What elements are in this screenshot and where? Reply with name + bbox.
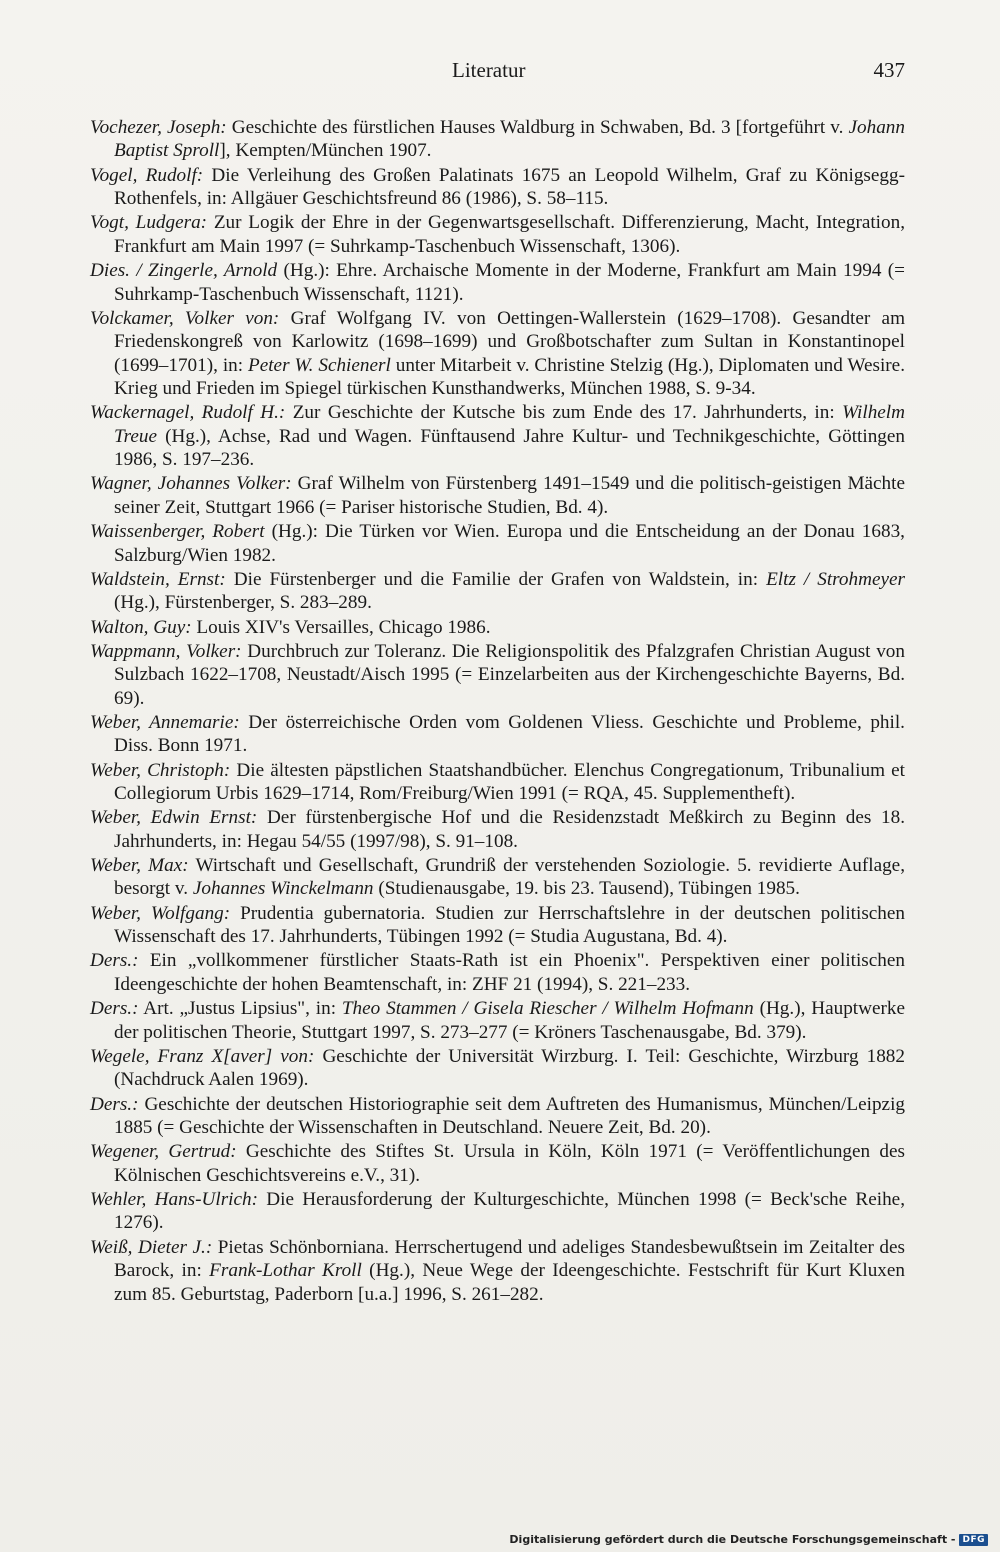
entry-text: Geschichte der deutschen Historiographie seit dem Auftreten des Humanismus, München/Leipzig 1885 (= Geschichte der Wissenschaften in Deutschland. Neuere Zeit, Bd. 20). [114,1093,905,1138]
entry-text-rest: (Hg.), Fürstenberger, S. 283–289. [114,592,372,614]
bibliography-list [90,116,905,1307]
bibliography-entry [90,854,905,901]
entry-author: Wehler, Hans-Ulrich: [90,1188,258,1210]
entry-author: Weber, Christoph: [90,759,231,781]
entry-editor: Theo Stammen / Gisela Riescher / Wilhelm Hofmann [341,998,754,1020]
bibliography-entry [90,211,905,258]
entry-text: Zur Logik der Ehre in der Gegenwartsgesellschaft. Differenzierung, Macht, Integration, Frankfurt am Main 1997 (= Suhrkamp-Taschenbuch Wissenschaft, 1306). [114,212,905,257]
entry-text: Der österreichische Orden vom Goldenen Vliess. Geschichte und Probleme, phil. Diss. Bonn 1971. [114,711,905,757]
entry-text: Graf Wilhelm von Fürstenberg 1491–1549 und die politisch-geistigen Mächte seiner Zeit, Stuttgart 1966 (= Pariser historische Studien, Bd. 4). [114,473,905,518]
entry-author: Weber, Annemarie: [90,711,240,733]
entry-text: Die Herausforderung der Kulturgeschichte, München 1998 (= Beck'sche Reihe, 1276). [114,1188,905,1234]
entry-author: Weber, Edwin Ernst: [90,807,258,829]
entry-text: Durchbruch zur Toleranz. Die Religionspolitik des Pfalzgrafen Christian August von Sulzbach 1622–1708, Neustadt/Aisch 1995 (= Einzelarbeiten aus der Kirchengeschichte Bayerns, Bd. 69). [114,640,905,709]
bibliography-entry [90,711,905,758]
entry-text: (Hg.): Ehre. Archaische Momente in der Moderne, Frankfurt am Main 1994 (= Suhrkamp-Taschenbuch Wissenschaft, 1121). [114,260,905,305]
entry-author: Wegener, Gertrud: [90,1141,237,1163]
entry-text: Ein „vollkommener fürstlicher Staats-Rath ist ein Phoenix". Perspektiven einer politischen Ideengeschichte der hohen Beamtenschaft, in: ZHF 21 (1994), S. 221–233. [114,950,905,995]
bibliography-entry [90,1188,905,1235]
bibliography-entry [90,902,905,949]
entry-text: (Hg.): Die Türken vor Wien. Europa und die Entscheidung an der Donau 1683, Salzburg/Wien 1982. [114,521,905,566]
entry-author: Ders.: [90,1093,139,1115]
bibliography-entry [90,472,905,519]
bibliography-entry [90,1093,905,1140]
entry-author: Ders.: [90,950,139,972]
entry-text: Die Fürstenberger und die Familie der Grafen von Waldstein, in: [225,568,767,590]
entry-editor: Peter W. Schienerl [247,354,391,376]
bibliography-entry [90,259,905,306]
entry-editor: Johannes Winckelmann [192,878,374,900]
footer-text: Digitalisierung gefördert durch die Deutsche Forschungsgemeinschaft - [509,1533,956,1546]
bibliography-entry [90,949,905,996]
entry-author: Vochezer, Joseph: [90,117,227,138]
entry-editor: Johann Baptist Sproll [114,117,905,162]
entry-text-rest: (Studienausgabe, 19. bis 23. Tausend), Tübingen 1985. [373,878,800,900]
bibliography-entry [90,997,905,1044]
bibliography-entry [90,116,905,163]
entry-text: Louis XIV's Versailles, Chicago 1986. [191,616,491,638]
entry-text: Geschichte der Universität Wirzburg. I. Teil: Geschichte, Wirzburg 1882 (Nachdruck Aalen 1969). [114,1045,905,1091]
bibliography-entry [90,1140,905,1187]
entry-editor: Eltz / Strohmeyer [766,568,905,590]
entry-text: Graf Wolfgang IV. von Oettingen-Wallerstein (1629–1708). Gesandter am Friedenskongreß von Karlowitz (1698–1699) und Großbotschafter zum Sultan in Konstantinopel (1699–1701), in: [114,307,905,376]
bibliography-entry [90,1045,905,1092]
entry-text: Prudentia gubernatoria. Studien zur Herrschaftslehre in der deutschen politischen Wissenschaft des 17. Jahrhunderts, Tübingen 1992 (= Studia Augustana, Bd. 4). [114,902,905,948]
entry-text-rest: (Hg.), Achse, Rad und Wagen. Fünftausend Jahre Kultur- und Technikgeschichte, Göttingen 1986, S. 197–236. [114,425,905,471]
bibliography-entry [90,307,905,401]
entry-author: Walton, Guy: [90,616,192,638]
entry-editor: Wilhelm Treue [114,402,905,447]
entry-author: Volckamer, Volker von: [90,307,280,329]
entry-author: Weiß, Dieter J.: [90,1236,213,1258]
entry-author: Wegele, Franz X[aver] von: [90,1045,315,1067]
entry-text-rest: unter Mitarbeit v. Christine Stelzig (Hg.), Diplomaten und Wesire. Krieg und Frieden im Spiegel türkischen Kunsthandwerks, München 1988, S. 9-34. [114,354,905,400]
running-head [90,58,905,88]
entry-author: Weber, Wolfgang: [90,902,231,924]
page-number: 437 [873,58,905,82]
entry-text: Pietas Schönborniana. Herrschertugend und adeliges Standesbewußtsein im Zeitalter des Barock, in: [114,1236,905,1282]
entry-author: Dies. / Zingerle, Arnold [90,260,278,282]
bibliography-entry [90,1236,905,1306]
entry-text-rest: (Hg.), Neue Wege der Ideengeschichte. Festschrift für Kurt Kluxen zum 85. Geburtstag, Paderborn [u.a.] 1996, S. 261–282. [114,1260,905,1305]
dfg-logo: DFG [959,1534,988,1546]
entry-text-rest: (Hg.), Hauptwerke der politischen Theorie, Stuttgart 1997, S. 273–277 (= Kröners Taschenausgabe, Bd. 379). [114,998,906,1043]
entry-author: Waissenberger, Robert [90,521,265,543]
entry-text: Geschichte des Stiftes St. Ursula in Köln, Köln 1971 (= Veröffentlichungen des Kölnischen Geschichtsvereins e.V., 31). [114,1141,906,1186]
entry-text-rest: ], Kempten/München 1907. [219,140,432,162]
entry-text: Die Verleihung des Großen Palatinats 1675 an Leopold Wilhelm, Graf zu Königsegg-Rothenfels, in: Allgäuer Geschichtsfreund 86 (1986), S. 58–115. [114,164,905,210]
entry-author: Vogt, Ludgera: [90,212,208,234]
entry-text: Die ältesten päpstlichen Staatshandbücher. Elenchus Congregationum, Tribunalium et Collegiorum Urbis 1629–1714, Rom/Freiburg/Wien 1991 (= RQA, 45. Supplementheft). [114,759,905,805]
digitization-footer [509,1533,988,1546]
entry-author: Wagner, Johannes Volker: [90,473,292,495]
bibliography-entry [90,640,905,710]
entry-text: Zur Geschichte der Kutsche bis zum Ende des 17. Jahrhunderts, in: [285,402,843,424]
entry-author: Weber, Max: [90,855,189,877]
entry-author: Vogel, Rudolf: [90,164,204,186]
bibliography-entry [90,164,905,211]
bibliography-entry [90,568,905,615]
bibliography-entry [90,401,905,471]
entry-author: Waldstein, Ernst: [90,568,226,590]
running-title: Literatur [452,58,526,82]
entry-editor: Frank-Lothar Kroll [209,1260,362,1282]
entry-author: Ders.: [90,998,139,1020]
entry-text: Der fürstenbergische Hof und die Residenzstadt Meßkirch zu Beginn des 18. Jahrhunderts, in: Hegau 54/55 (1997/98), S. 91–108. [114,807,905,852]
entry-author: Wappmann, Volker: [90,640,242,662]
bibliography-entry [90,520,905,567]
entry-text: Wirtschaft und Gesellschaft, Grundriß der verstehenden Soziologie. 5. revidierte Auflage, besorgt v. [114,855,905,900]
entry-author: Wackernagel, Rudolf H.: [90,402,286,424]
bibliography-entry [90,806,905,853]
entry-text: Geschichte des fürstlichen Hauses Waldburg in Schwaben, Bd. 3 [fortgeführt v. [226,117,849,138]
bibliography-entry [90,616,905,639]
entry-text: Art. „Justus Lipsius", in: [138,998,342,1020]
bibliography-entry [90,759,905,806]
